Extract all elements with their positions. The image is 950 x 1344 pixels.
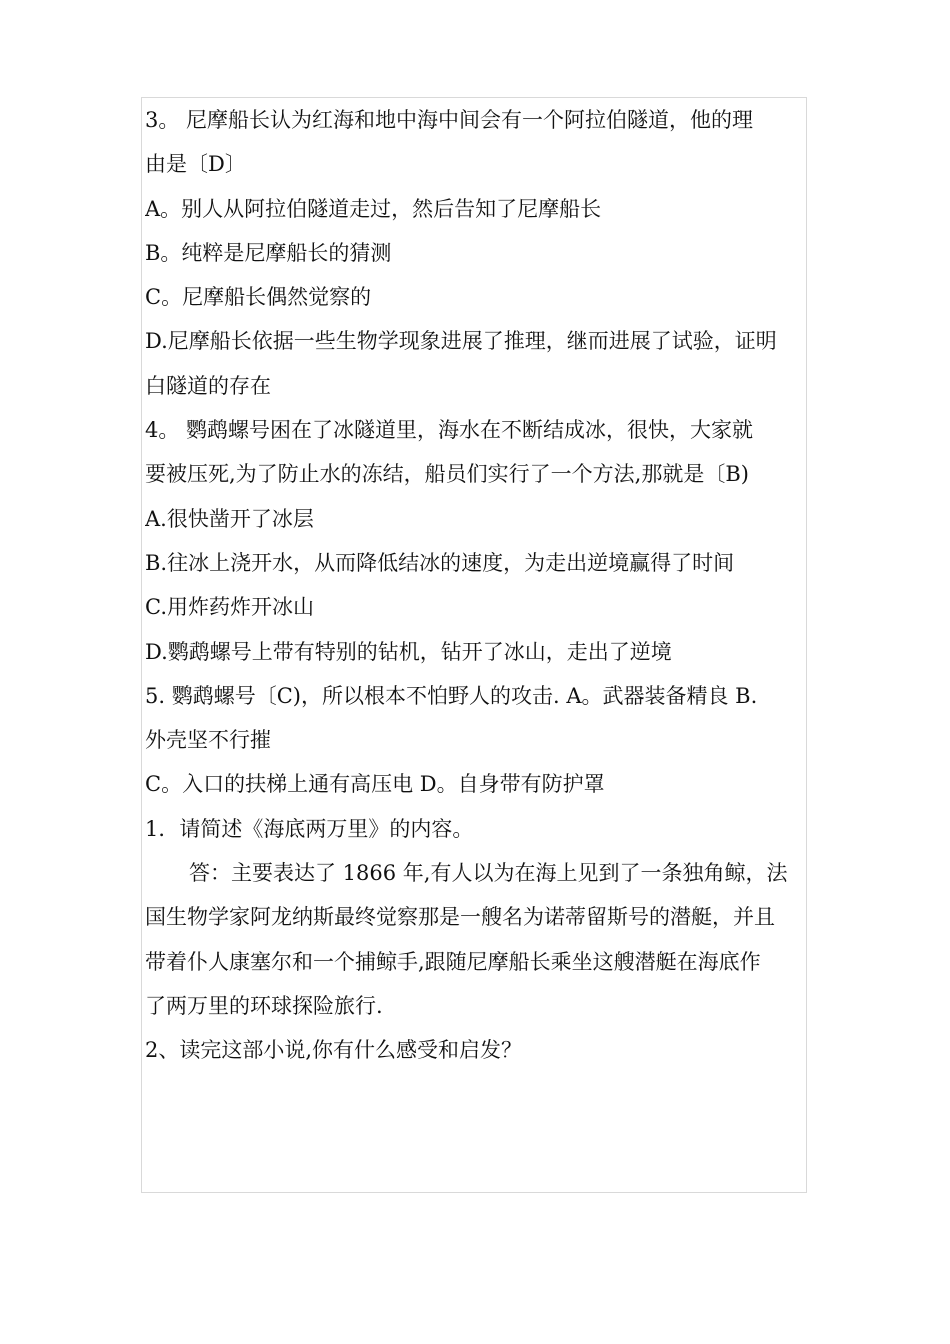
essay-answer-line-4: 了两万里的环球探险旅行.: [145, 993, 383, 1018]
essay-answer-line-2: 国生物学家阿龙纳斯最终觉察那是一艘名为诺蒂留斯号的潜艇，并且: [145, 905, 775, 930]
q3-option-d-line-1: D.尼摩船长依据一些生物学现象进展了推理，继而进展了试验，证明: [145, 329, 777, 354]
essay-question-2: 2、读完这部小说,你有什么感受和启发？: [145, 1038, 523, 1063]
q4-option-b: B.往冰上浇开水，从而降低结冰的速度，为走出逆境赢得了时间: [145, 550, 735, 575]
q4-option-c: C.用炸药炸开冰山: [145, 595, 314, 620]
q3-option-c: C。尼摩船长偶然觉察的: [145, 285, 372, 310]
q5-line-2: 外壳坚不行摧: [145, 728, 271, 753]
q4-option-d: D.鹦鹉螺号上带有特别的钻机，钻开了冰山，走出了逆境: [145, 639, 672, 664]
essay-question-1: 1．请简述《海底两万里》的内容。: [145, 816, 474, 841]
q3-option-a: A。别人从阿拉伯隧道走过，然后告知了尼摩船长: [145, 196, 602, 221]
q3-line-1: 3。 尼摩船长认为红海和地中海中间会有一个阿拉伯隧道，他的理: [145, 108, 754, 132]
q5-line-1: 5. 鹦鹉螺号〔C)，所以根本不怕野人的攻击. A。武器装备精良 B.: [145, 683, 758, 708]
q4-line-1: 4。 鹦鹉螺号困在了冰隧道里，海水在不断结成冰，很快，大家就: [145, 418, 754, 443]
essay-answer-line-1: 答：主要表达了 1866 年,有人以为在海上见到了一条独角鲸，法: [189, 861, 788, 886]
q5-options-cd: C。入口的扶梯上通有高压电 D。自身带有防护罩: [145, 772, 605, 797]
q4-line-2: 要被压死,为了防止水的冻结，船员们实行了一个方法,那就是〔B): [145, 462, 749, 487]
q3-option-d-line-2: 白隧道的存在: [145, 373, 271, 398]
q4-option-a: A.很快凿开了冰层: [145, 506, 314, 531]
q3-option-b: B。纯粹是尼摩船长的猜测: [145, 240, 392, 265]
q3-line-2: 由是〔D〕: [145, 152, 246, 177]
document-body: [145, 98, 809, 1073]
essay-answer-line-3: 带着仆人康塞尔和一个捕鲸手,跟随尼摩船长乘坐这艘潜艇在海底作: [145, 949, 761, 974]
